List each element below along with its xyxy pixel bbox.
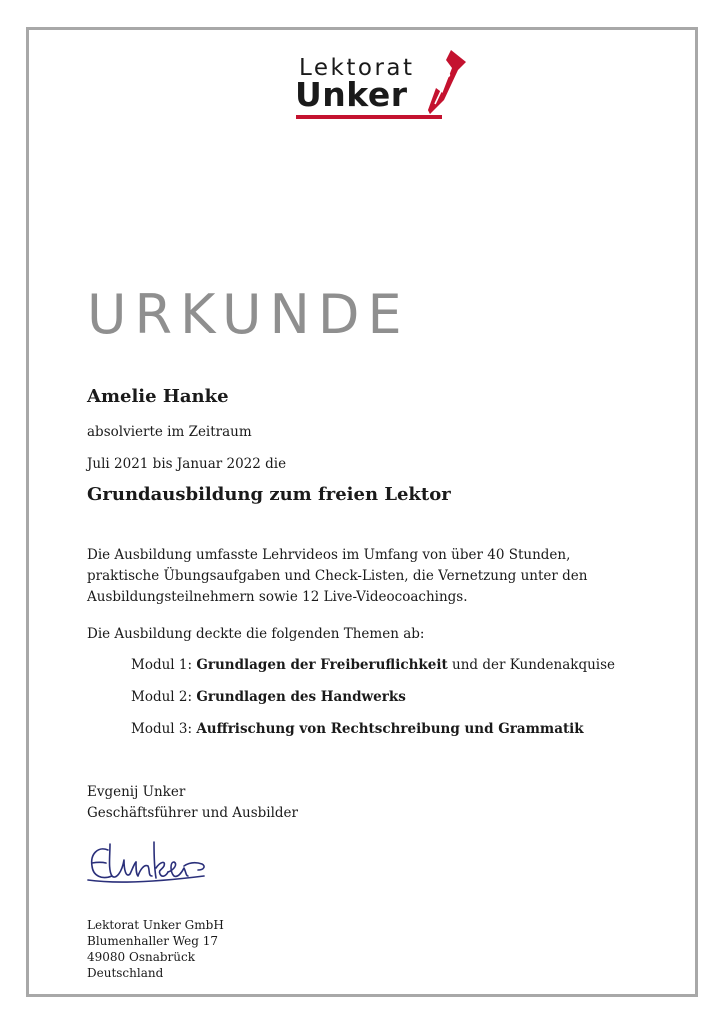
topics-intro: Die Ausbildung deckte die folgenden Themen ab: [87, 626, 425, 642]
signatory-role: Geschäftsführer und Ausbilder [87, 805, 298, 821]
address-company: Lektorat Unker GmbH [87, 918, 224, 932]
recipient-name: Amelie Hanke [87, 386, 229, 407]
signatory-name: Evgenij Unker [87, 784, 186, 800]
description-line-3: Ausbildungsteilnehmern sowie 12 Live-Videocoachings. [87, 589, 468, 605]
module-prefix: Modul 2: [131, 689, 197, 705]
handwritten-signature [86, 836, 210, 888]
company-logo [294, 48, 474, 124]
module-title: Grundlagen der Freiberuflichkeit [196, 657, 448, 673]
fountain-pen-nib-icon [418, 48, 470, 120]
module-item [131, 657, 615, 673]
course-title: Grundausbildung zum freien Lektor [87, 484, 451, 505]
address-country: Deutschland [87, 966, 164, 980]
intro-line-2: Juli 2021 bis Januar 2022 die [87, 456, 287, 472]
module-title: Auffrischung von Rechtschreibung und Grammatik [196, 721, 584, 737]
company-address [87, 917, 224, 981]
certificate-title: URKUNDE [87, 283, 410, 346]
address-city: 49080 Osnabrück [87, 950, 196, 964]
logo-word-lektorat: Lektorat [299, 55, 415, 81]
address-street: Blumenhaller Weg 17 [87, 934, 219, 948]
intro-line-1: absolvierte im Zeitraum [87, 424, 252, 440]
logo-word-unker: Unker [295, 75, 408, 114]
module-prefix: Modul 3: [131, 721, 197, 737]
signatory-block [87, 782, 298, 824]
module-item [131, 689, 406, 705]
description-line-1: Die Ausbildung umfasste Lehrvideos im Umfang von über 40 Stunden, [87, 547, 571, 563]
description-line-2: praktische Übungsaufgaben und Check-Listen, die Vernetzung unter den [87, 568, 588, 584]
module-prefix: Modul 1: [131, 657, 197, 673]
module-suffix: und der Kundenakquise [447, 657, 616, 673]
module-item [131, 721, 584, 737]
course-description [87, 545, 627, 608]
module-title: Grundlagen des Handwerks [196, 689, 406, 705]
